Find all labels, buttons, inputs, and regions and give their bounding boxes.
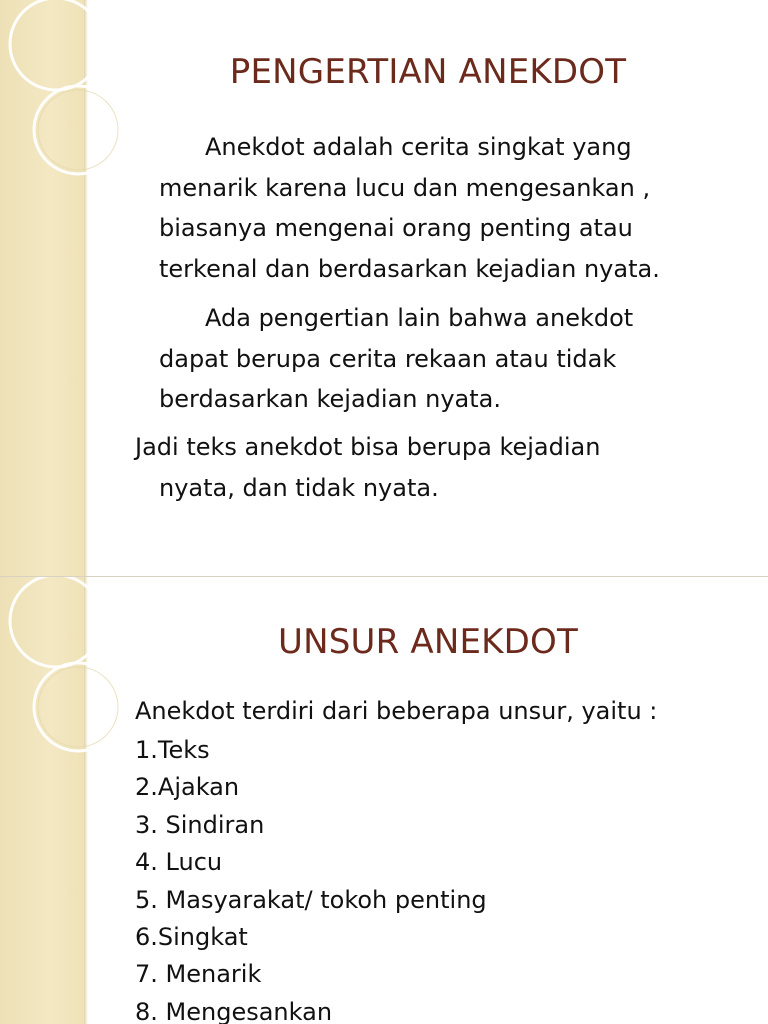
slide-unsur — [0, 577, 768, 1024]
slide-title: PENGERTIAN ANEKDOT — [229, 52, 627, 92]
list-item: 3. Sindiran — [135, 810, 265, 839]
decorative-rings-icon — [0, 577, 120, 777]
slide-title: UNSUR ANEKDOT — [277, 622, 578, 662]
text-line: Ada pengertian lain bahwa anekdot — [205, 304, 634, 332]
text-line: biasanya mengenai orang penting atau — [159, 214, 633, 242]
paragraph-definition — [159, 127, 660, 289]
text-line: dapat berupa cerita rekaan atau tidak — [159, 344, 617, 373]
list-item: 4. Lucu — [135, 848, 223, 877]
text-line: nyata, dan tidak nyata. — [159, 473, 439, 502]
unsur-list — [135, 732, 487, 1024]
text-line: Anekdot adalah cerita singkat yang — [205, 133, 632, 161]
list-item: 2.Ajakan — [135, 773, 240, 802]
text-line: berdasarkan kejadian nyata. — [159, 385, 501, 413]
list-intro: Anekdot terdiri dari beberapa unsur, yaitu : — [135, 697, 658, 725]
list-item: 6.Singkat — [135, 922, 248, 951]
list-item: 1.Teks — [135, 736, 210, 764]
text-line: terkenal dan berdasarkan kejadian nyata. — [159, 254, 660, 283]
text-line: Jadi teks anekdot bisa berupa kejadian — [135, 433, 601, 461]
paragraph-conclusion — [135, 427, 600, 508]
list-item: 5. Masyarakat/ tokoh penting — [135, 885, 487, 914]
list-item: 8. Mengesankan — [135, 997, 333, 1024]
list-item: 7. Menarik — [135, 960, 262, 989]
text-line: menarik karena lucu dan mengesankan , — [159, 173, 651, 202]
decorative-rings-icon — [0, 0, 120, 200]
paragraph-alternative-definition — [159, 298, 633, 420]
